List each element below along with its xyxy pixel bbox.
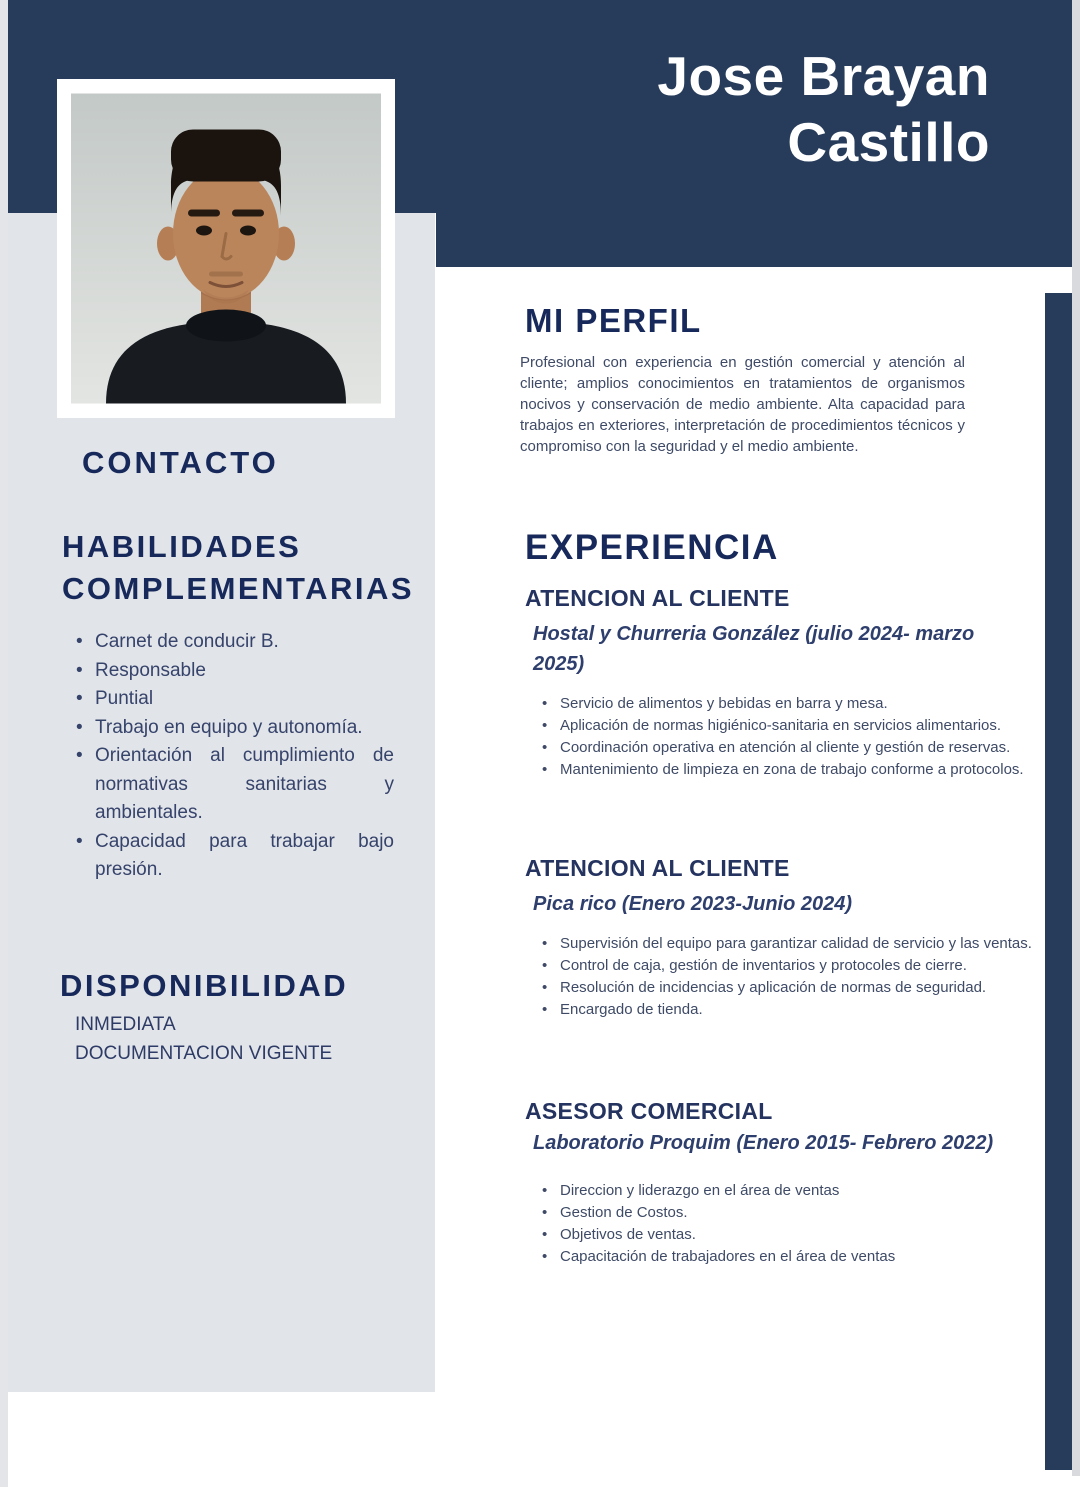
- job-entry-1: [520, 583, 1040, 781]
- profile-title: MI PERFIL: [525, 302, 702, 339]
- job-bullet: • Mantenimiento de limpieza en zona de trabajo conforme a protocolos.: [520, 759, 1040, 781]
- skills-title: HABILIDADES COMPLEMENTARIAS: [62, 529, 415, 606]
- name-line-1: Jose Brayan: [657, 44, 990, 107]
- job-bullet: • Aplicación de normas higiénico-sanitaria en servicios alimentarios.: [520, 715, 1040, 737]
- skill-item: • Orientación al cumplimiento de normativas sanitarias y ambientales.: [62, 742, 394, 828]
- job-bullet: • Objetivos de ventas.: [520, 1224, 1040, 1246]
- name-line-2: Castillo: [787, 110, 990, 173]
- job-bullet: • Coordinación operativa en atención al cliente y gestión de reservas.: [520, 737, 1040, 759]
- availability-title: DISPONIBILIDAD: [60, 968, 349, 1003]
- name-block: [436, 0, 1072, 267]
- skill-item: • Capacidad para trabajar bajo presión.: [62, 828, 394, 885]
- job-role: ATENCION AL CLIENTE: [525, 855, 790, 881]
- job-company: Pica rico (Enero 2023-Junio 2024): [533, 893, 853, 915]
- availability-items: [75, 1010, 332, 1068]
- job-bullet-list: [520, 693, 1040, 781]
- page-edge-right: [1072, 0, 1080, 1476]
- skill-item: • Puntial: [62, 685, 394, 714]
- photo-frame: [57, 79, 395, 418]
- job-bullet: • Supervisión del equipo para garantizar calidad de servicio y las ventas.: [520, 933, 1040, 955]
- job-bullet: • Resolución de incidencias y aplicación de normas de seguridad.: [520, 977, 1040, 999]
- job-bullet: • Capacitación de trabajadores en el área de ventas: [520, 1246, 1040, 1268]
- accent-strip: [1045, 293, 1072, 1470]
- job-bullet-list: [520, 933, 1040, 1021]
- skill-item: • Responsable: [62, 657, 394, 686]
- job-bullet: • Control de caja, gestión de inventarios y protocoles de cierre.: [520, 955, 1040, 977]
- job-bullet: • Servicio de alimentos y bebidas en barra y mesa.: [520, 693, 1040, 715]
- job-bullet: • Encargado de tienda.: [520, 999, 1040, 1021]
- job-bullet-list: [520, 1180, 1040, 1268]
- availability-item: DOCUMENTACION VIGENTE: [75, 1043, 333, 1064]
- skill-item: • Trabajo en equipo y autonomía.: [62, 714, 394, 743]
- job-role: ATENCION AL CLIENTE: [525, 585, 790, 611]
- contact-title: CONTACTO: [82, 445, 279, 480]
- availability-item: INMEDIATA: [75, 1014, 176, 1035]
- profile-text: Profesional con experiencia en gestión comercial y atención al cliente; amplios conocimientos en tratamientos de organismos nocivos y conservación de medio ambiente. Alta capacidad para trabajos en exteriores, interpretación de procedimientos técnicos y compromiso con la seguridad y el medio ambiente.: [520, 354, 965, 455]
- job-bullet: • Gestion de Costos.: [520, 1202, 1040, 1224]
- job-entry-2: [520, 853, 1040, 1021]
- job-bullet: • Direccion y liderazgo en el área de ventas: [520, 1180, 1040, 1202]
- job-entry-3: [520, 1096, 1040, 1268]
- page-edge-left: [0, 0, 8, 1487]
- job-company: Laboratorio Proquim (Enero 2015- Febrero 2022): [533, 1132, 994, 1154]
- job-role: ASESOR COMERCIAL: [525, 1098, 773, 1124]
- skills-list: [62, 628, 394, 885]
- portrait-photo: [71, 93, 381, 404]
- skill-item: • Carnet de conducir B.: [62, 628, 394, 657]
- experience-title: EXPERIENCIA: [525, 528, 779, 567]
- job-company: Hostal y Churreria González (julio 2024- marzo 2025): [533, 623, 975, 675]
